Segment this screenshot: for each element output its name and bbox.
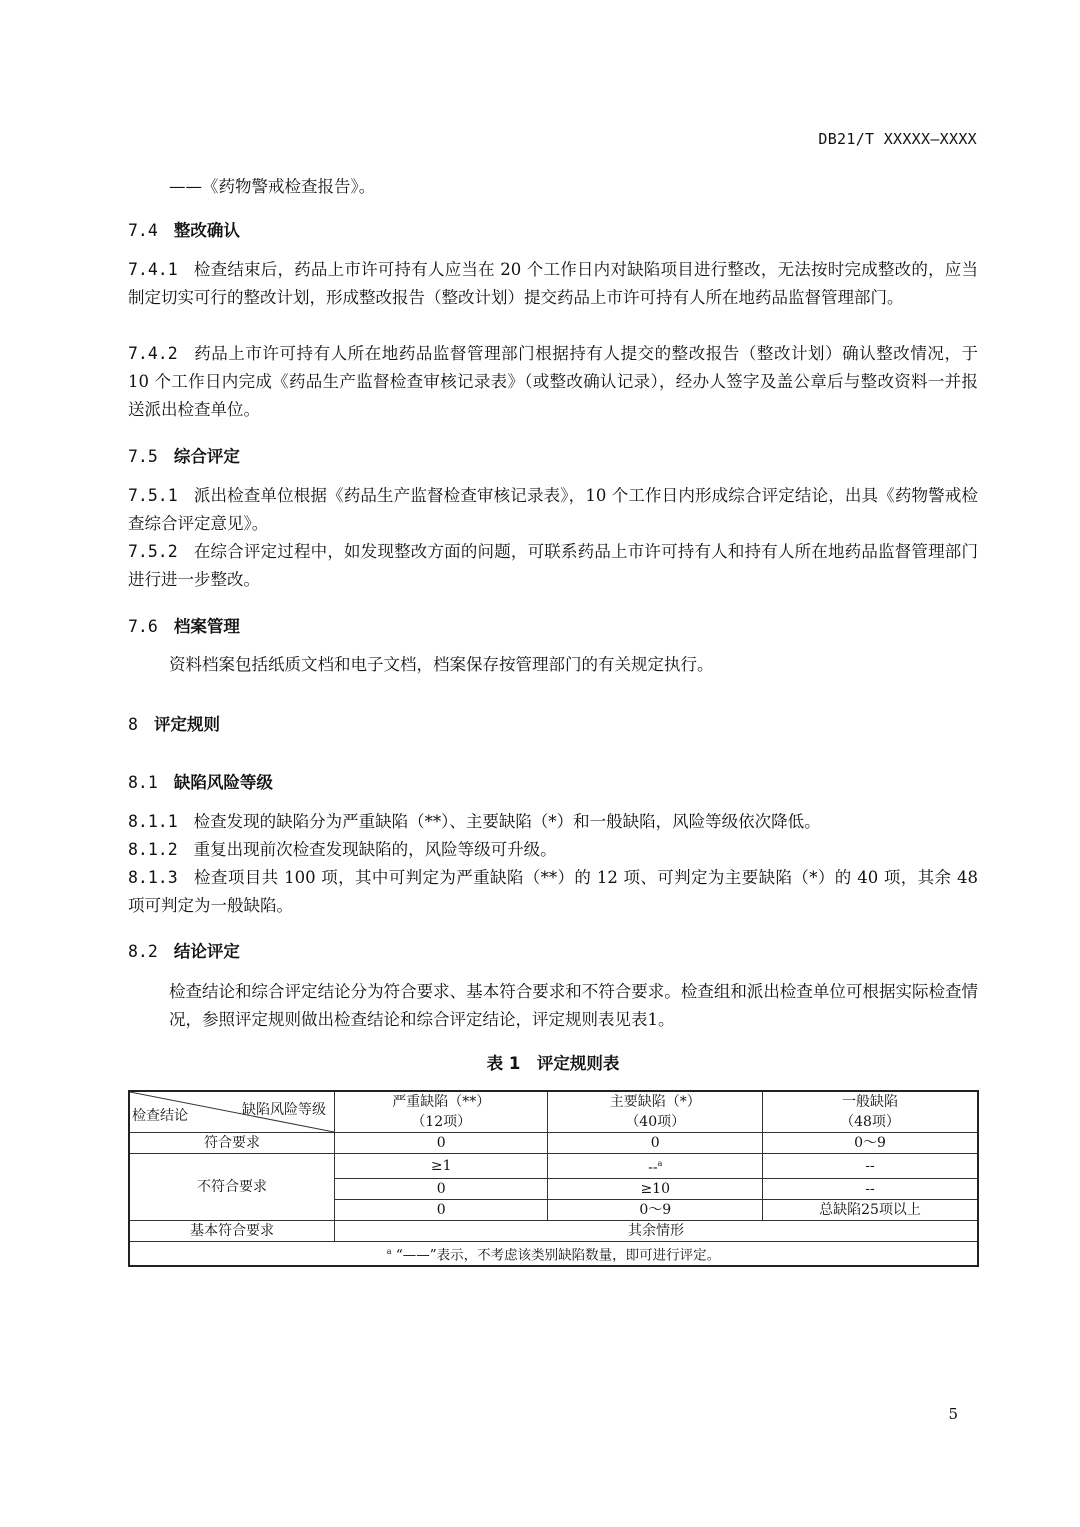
clause-7-4-1 bbox=[128, 256, 978, 312]
table-cell: 0 bbox=[334, 1133, 548, 1154]
clause-text: 检查项目共 100 项，其中可判定为严重缺陷（**）的 12 项、可判定为主要缺陷（*）的 40 项，其余 48 项可判定为一般缺陷。 bbox=[128, 868, 978, 915]
clause-number: 7.5.2 bbox=[128, 542, 178, 561]
section-title: 评定规则 bbox=[153, 715, 220, 734]
section-number: 7.5 bbox=[128, 447, 158, 466]
evaluation-rules-table bbox=[128, 1090, 979, 1267]
table-cell: ≥1 bbox=[334, 1154, 548, 1179]
row-label: 基本符合要求 bbox=[129, 1220, 334, 1241]
clause-text: 检查发现的缺陷分为严重缺陷（**）、主要缺陷（*）和一般缺陷，风险等级依次降低。 bbox=[193, 812, 821, 831]
clause-8-1-2 bbox=[128, 836, 978, 864]
row-label: 不符合要求 bbox=[129, 1154, 334, 1221]
table-cell: -- bbox=[762, 1178, 978, 1199]
table-caption: 表 1 评定规则表 bbox=[486, 1054, 620, 1073]
section-7-5-heading bbox=[128, 443, 240, 467]
cell-value: -- bbox=[648, 1159, 658, 1176]
section-title: 综合评定 bbox=[173, 447, 240, 466]
clause-text: 重复出现前次检查发现缺陷的，风险等级可升级。 bbox=[193, 840, 557, 859]
clause-8-1-3 bbox=[128, 864, 978, 920]
clause-text: 派出检查单位根据《药品生产监督检查审核记录表》，10 个工作日内形成综合评定结论，出具《药物警戒检查综合评定意见》。 bbox=[128, 486, 978, 533]
diagonal-header-cell bbox=[129, 1091, 334, 1133]
section-8-heading bbox=[128, 711, 220, 735]
table-cell: 0 bbox=[548, 1133, 763, 1154]
table-cell: 总缺陷25项以上 bbox=[762, 1199, 978, 1220]
section-title: 缺陷风险等级 bbox=[173, 773, 273, 792]
diag-top-label: 缺陷风险等级 bbox=[241, 1102, 326, 1118]
clause-8-1-1 bbox=[128, 808, 978, 836]
table-note bbox=[129, 1241, 978, 1266]
table-note-row bbox=[129, 1241, 978, 1266]
header-major bbox=[548, 1091, 763, 1133]
table-cell: ≥10 bbox=[548, 1178, 763, 1199]
clause-7-5-1 bbox=[128, 482, 978, 538]
header-line: 严重缺陷（**） bbox=[392, 1094, 491, 1110]
header-line: （48项） bbox=[840, 1114, 900, 1130]
header-general bbox=[762, 1091, 978, 1133]
clause-7-5-2 bbox=[128, 538, 978, 594]
table-row bbox=[129, 1133, 978, 1154]
table-cell: 0～9 bbox=[762, 1133, 978, 1154]
note-text: “——”表示，不考虑该类别缺陷数量，即可进行评定。 bbox=[395, 1247, 721, 1264]
section-title: 档案管理 bbox=[173, 617, 240, 636]
section-8-1-heading bbox=[128, 769, 273, 793]
conclusion-paragraph: 检查结论和综合评定结论分为符合要求、基本符合要求和不符合要求。检查组和派出检查单位可根据实际检查情况，参照评定规则做出检查结论和综合评定结论，评定规则表见表1。 bbox=[169, 982, 978, 1029]
archive-paragraph: 资料档案包括纸质文档和电子文档，档案保存按管理部门的有关规定执行。 bbox=[169, 655, 714, 674]
table-cell: 0 bbox=[334, 1199, 548, 1220]
header-line: （40项） bbox=[625, 1114, 686, 1130]
section-7-6-heading bbox=[128, 613, 240, 637]
section-title: 结论评定 bbox=[173, 942, 240, 961]
section-8-2-heading bbox=[128, 938, 240, 962]
header-line: 一般缺陷 bbox=[841, 1094, 898, 1110]
header-severe bbox=[334, 1091, 548, 1133]
section-number: 8 bbox=[128, 715, 138, 734]
table-cell: -- bbox=[762, 1154, 978, 1179]
clause-number: 8.1.2 bbox=[128, 840, 178, 859]
table-row bbox=[129, 1154, 978, 1179]
section-number: 7.6 bbox=[128, 617, 158, 636]
row-label: 符合要求 bbox=[129, 1133, 334, 1154]
table-header-row bbox=[129, 1091, 978, 1133]
clause-number: 8.1.3 bbox=[128, 868, 178, 887]
section-number: 8.1 bbox=[128, 773, 158, 792]
section-title: 整改确认 bbox=[173, 221, 240, 240]
table-cell: 其余情形 bbox=[334, 1220, 978, 1241]
page-number: 5 bbox=[948, 1405, 958, 1423]
clause-text: 在综合评定过程中，如发现整改方面的问题，可联系药品上市许可持有人和持有人所在地药品监督管理部门进行进一步整改。 bbox=[128, 542, 978, 589]
clause-number: 7.5.1 bbox=[128, 486, 178, 505]
clause-number: 8.1.1 bbox=[128, 812, 178, 831]
note-mark: a bbox=[657, 1159, 663, 1168]
clause-number: 7.4.2 bbox=[128, 344, 178, 363]
section-number: 7.4 bbox=[128, 221, 158, 240]
report-item-line: ——《药物警戒检查报告》。 bbox=[169, 177, 376, 196]
table-cell: 0 bbox=[334, 1178, 548, 1199]
header-line: 主要缺陷（*） bbox=[609, 1094, 701, 1110]
section-number: 8.2 bbox=[128, 942, 158, 961]
clause-7-4-2 bbox=[128, 340, 978, 424]
clause-text: 药品上市许可持有人所在地药品监督管理部门根据持有人提交的整改报告（整改计划）确认整改情况，于 10 个工作日内完成《药品生产监督检查审核记录表》（或整改确认记录），经办人签字及盖公章后与整改资料一并报送派出检查单位。 bbox=[128, 344, 978, 419]
header-line: （12项） bbox=[411, 1114, 472, 1130]
table-row bbox=[129, 1220, 978, 1241]
note-mark: a bbox=[386, 1246, 392, 1256]
table-cell: 0～9 bbox=[548, 1199, 763, 1220]
table-cell bbox=[548, 1154, 763, 1179]
clause-text: 检查结束后，药品上市许可持有人应当在 20 个工作日内对缺陷项目进行整改，无法按时完成整改的，应当制定切实可行的整改计划，形成整改报告（整改计划）提交药品上市许可持有人所在地药品监督管理部门。 bbox=[128, 260, 978, 307]
section-7-4-heading bbox=[128, 217, 240, 241]
diag-bottom-label: 检查结论 bbox=[132, 1108, 188, 1124]
clause-number: 7.4.1 bbox=[128, 260, 178, 279]
document-code: DB21/T XXXXX—XXXX bbox=[818, 130, 977, 148]
